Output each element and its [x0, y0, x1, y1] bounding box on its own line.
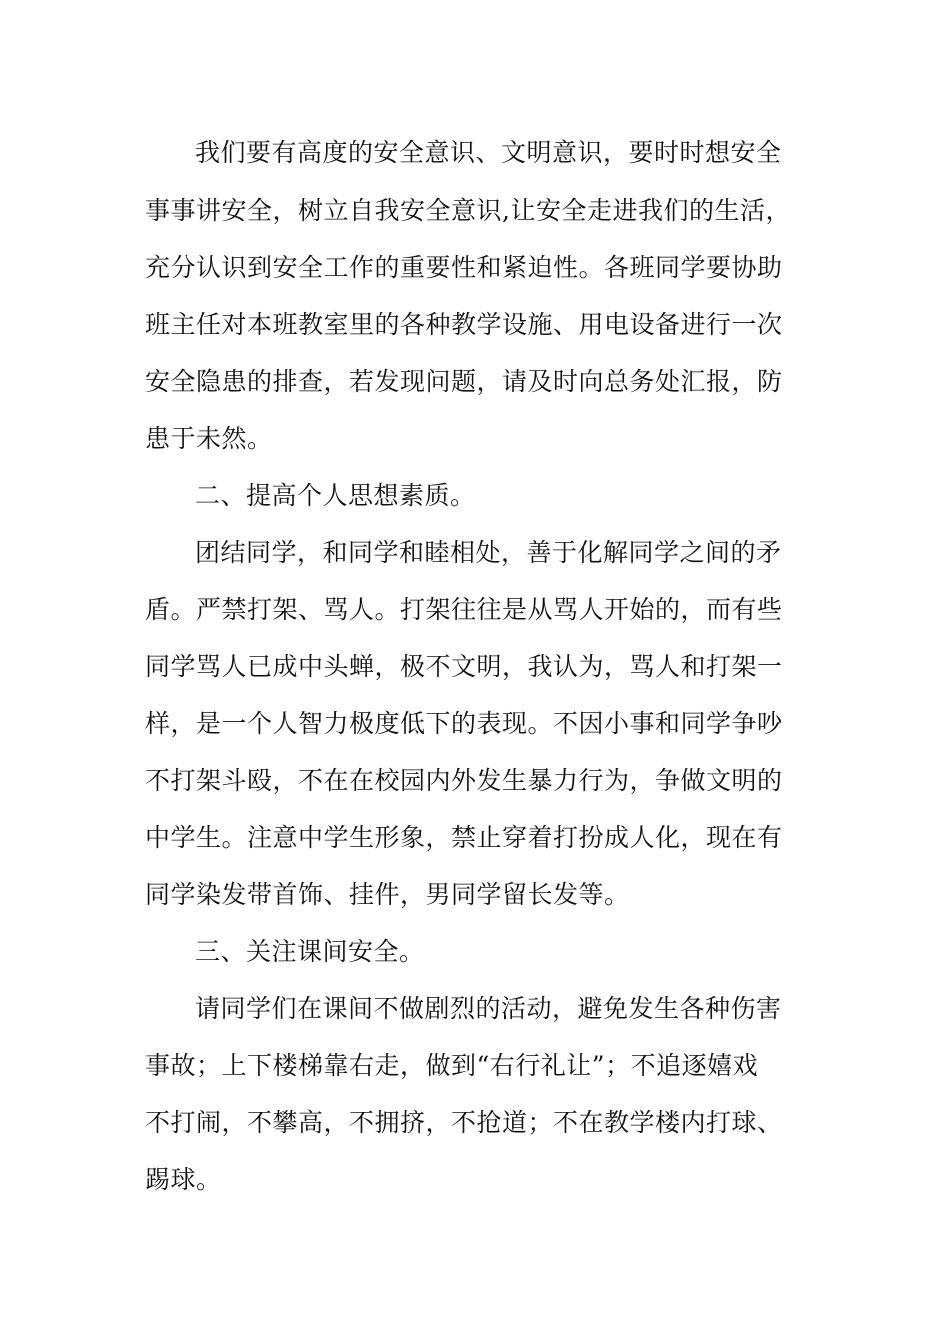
- paragraph-2-line-7: 同学染发带首饰、挂件，男同学留长发等。: [145, 880, 630, 909]
- paragraph-1-line-5: 安全隐患的排查，若发现问题，请及时向总务处汇报，防: [145, 367, 783, 396]
- paragraph-2-line-4: 样，是一个人智力极度低下的表现。不因小事和同学争吵: [145, 709, 783, 738]
- paragraph-2-line-5: 不打架斗殴，不在在校园内外发生暴力行为，争做文明的: [145, 766, 783, 795]
- paragraph-2-line-1: 团结同学，和同学和睦相处，善于化解同学之间的矛: [195, 538, 782, 567]
- section-heading-2: 二、提高个人思想素质。: [195, 481, 476, 510]
- paragraph-3-line-1: 请同学们在课间不做剧烈的活动，避免发生各种伤害: [195, 994, 782, 1023]
- paragraph-1-line-2: 事事讲安全，树立自我安全意识,让安全走进我们的生活，: [145, 196, 791, 225]
- paragraph-2-line-6: 中学生。注意中学生形象，禁止穿着打扮成人化，现在有: [145, 823, 783, 852]
- paragraph-1-line-3: 充分认识到安全工作的重要性和紧迫性。各班同学要协助: [145, 253, 783, 282]
- paragraph-3-line-3: 不打闹，不攀高，不拥挤，不抢道；不在教学楼内打球、: [145, 1108, 783, 1137]
- paragraph-1-line-4: 班主任对本班教室里的各种教学设施、用电设备进行一次: [145, 310, 783, 339]
- paragraph-1-line-6: 患于未然。: [145, 424, 273, 453]
- section-heading-3: 三、关注课间安全。: [195, 937, 425, 966]
- paragraph-2-line-3: 同学骂人已成中头蝉，极不文明，我认为，骂人和打架一: [145, 652, 783, 681]
- paragraph-1-line-1: 我们要有高度的安全意识、文明意识，要时时想安全: [195, 138, 782, 167]
- paragraph-3-line-4: 踢球。: [145, 1165, 222, 1194]
- paragraph-3-line-2: 事故；上下楼梯靠右走，做到“右行礼让”；不追逐嬉戏: [145, 1051, 759, 1080]
- paragraph-2-line-2: 盾。严禁打架、骂人。打架往往是从骂人开始的，而有些: [145, 595, 783, 624]
